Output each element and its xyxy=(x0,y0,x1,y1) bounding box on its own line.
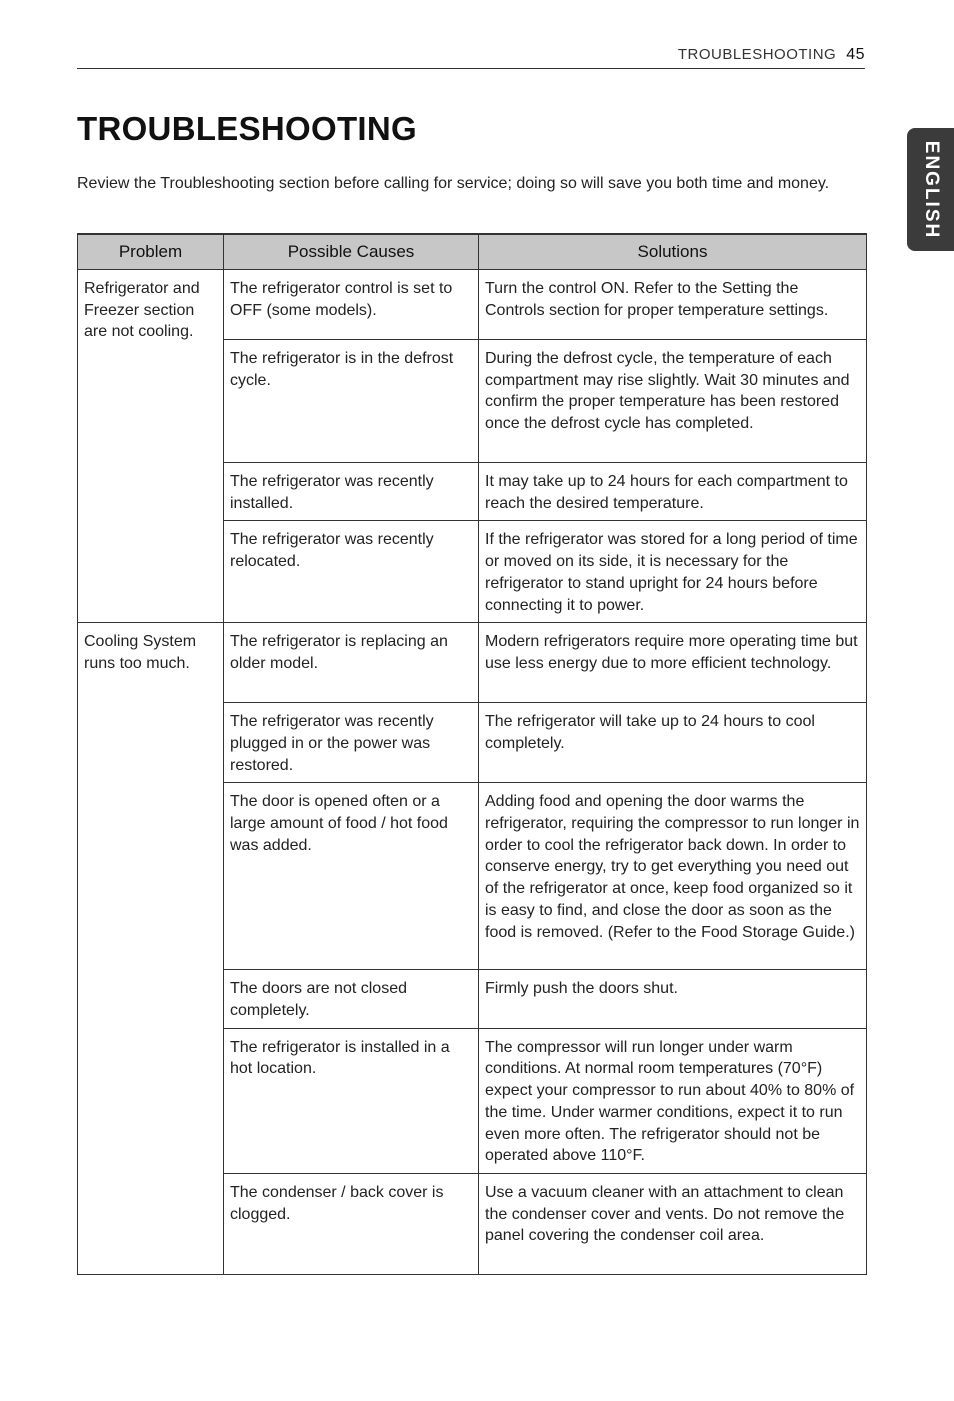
table-header-row xyxy=(78,234,867,270)
solution-cell: Modern refrigerators require more operating time but use less energy due to more efficient technology. xyxy=(479,623,867,703)
troubleshooting-table xyxy=(77,233,867,1275)
language-tab xyxy=(907,128,954,251)
intro-paragraph: Review the Troubleshooting section before calling for service; doing so will save you both time and money. xyxy=(77,175,830,192)
header-solutions: Solutions xyxy=(479,234,867,270)
problem-cell: Refrigerator and Freezer section are not cooling. xyxy=(78,270,224,623)
solution-cell: Use a vacuum cleaner with an attachment to clean the condenser cover and vents. Do not remove the panel covering the condenser coil area. xyxy=(479,1173,867,1274)
solution-cell: It may take up to 24 hours for each compartment to reach the desired temperature. xyxy=(479,463,867,521)
solution-cell: Adding food and opening the door warms the refrigerator, requiring the compressor to run longer in order to cool the refrigerator back down. In order to conserve energy, try to get everything you need out of the refrigerator at once, keep food organized so it is easy to find, and close the door as soon as the food is removed. (Refer to the Food Storage Guide.) xyxy=(479,783,867,970)
problem-cell: Cooling System runs too much. xyxy=(78,623,224,1275)
cause-cell: The condenser / back cover is clogged. xyxy=(224,1173,479,1274)
solution-cell: The compressor will run longer under warm conditions. At normal room temperatures (70°F) expect your compressor to run about 40% to 80% of the time. Under warmer conditions, expect it to run even more often. The refrigerator should not be operated above 110°F. xyxy=(479,1028,867,1173)
solution-cell: Firmly push the doors shut. xyxy=(479,970,867,1028)
solution-cell: The refrigerator will take up to 24 hours to cool completely. xyxy=(479,703,867,783)
running-header-section: TROUBLESHOOTING xyxy=(677,46,837,63)
cause-cell: The refrigerator is replacing an older model. xyxy=(224,623,479,703)
running-header xyxy=(77,46,865,69)
header-possible-causes: Possible Causes xyxy=(224,234,479,270)
table-row xyxy=(78,623,867,703)
cause-cell: The refrigerator was recently installed. xyxy=(224,463,479,521)
page-number: 45 xyxy=(846,46,865,63)
cause-cell: The refrigerator was recently plugged in or the power was restored. xyxy=(224,703,479,783)
cause-cell: The refrigerator is in the defrost cycle. xyxy=(224,340,479,463)
solution-cell: If the refrigerator was stored for a long period of time or moved on its side, it is necessary for the refrigerator to stand upright for 24 hours before connecting it to power. xyxy=(479,521,867,623)
cause-cell: The doors are not closed completely. xyxy=(224,970,479,1028)
table-row xyxy=(78,270,867,340)
cause-cell: The refrigerator was recently relocated. xyxy=(224,521,479,623)
language-tab-label: ENGLISH xyxy=(920,140,942,239)
cause-cell: The door is opened often or a large amount of food / hot food was added. xyxy=(224,783,479,970)
cause-cell: The refrigerator control is set to OFF (some models). xyxy=(224,270,479,340)
cause-cell: The refrigerator is installed in a hot location. xyxy=(224,1028,479,1173)
page-title: TROUBLESHOOTING xyxy=(77,110,417,147)
header-problem: Problem xyxy=(78,234,224,270)
solution-cell: Turn the control ON. Refer to the Setting the Controls section for proper temperature settings. xyxy=(479,270,867,340)
solution-cell: During the defrost cycle, the temperature of each compartment may rise slightly. Wait 30 minutes and confirm the proper temperature has been restored once the defrost cycle has completed. xyxy=(479,340,867,463)
